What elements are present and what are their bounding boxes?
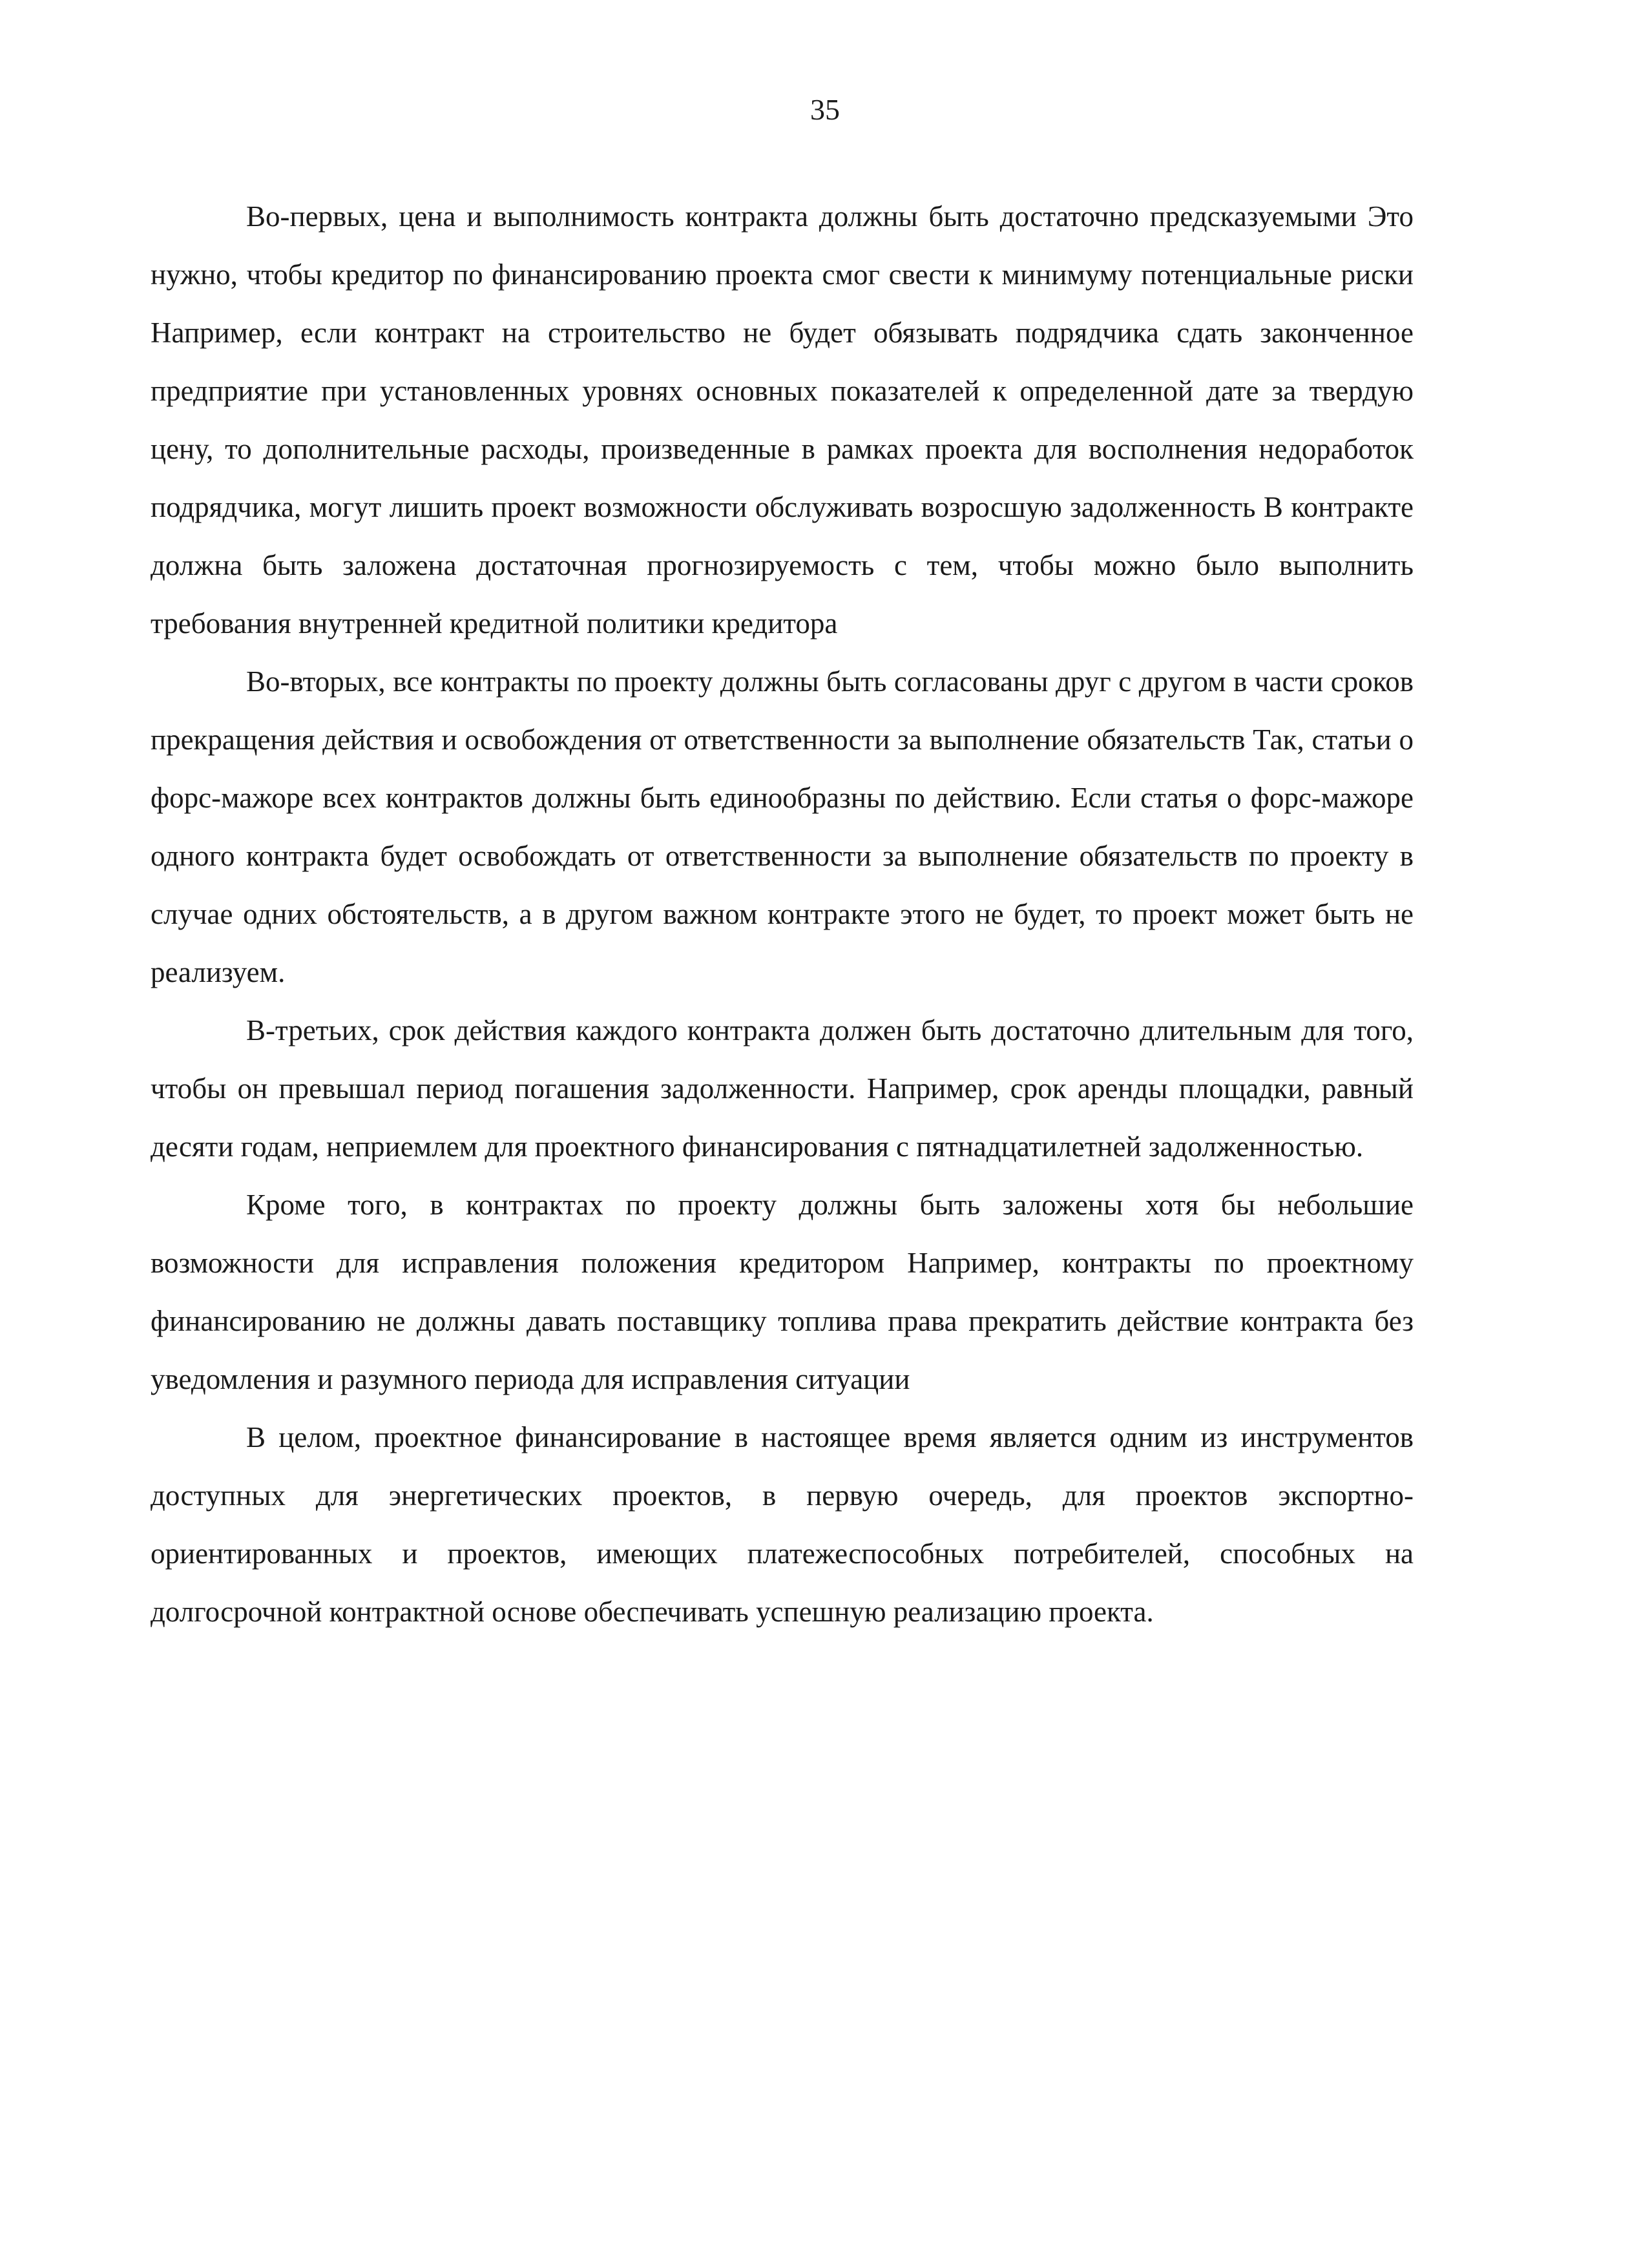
- paragraph-third-point: В-третьих, срок действия каждого контракта должен быть достаточно длительным для того, чтобы он превышал период погашения задолженности. Например, срок аренды площадки, равный десяти годам, неприемлем для проектного финансирования с пятнадцатилетней задолженностью.: [151, 1014, 1414, 1163]
- paragraph-second-point: Во-вторых, все контракты по проекту должны быть согласованы друг с другом в части сроков прекращения действия и освобождения от ответственности за выполнение обязательств Так, статьи о форс-мажоре всех контрактов должны быть единообразны по действию. Если статья о форс-мажоре одного контракта будет освобождать от ответственности за выполнение обязательств по проекту в случае одних обстоятельств, а в другом важном контракте этого не будет, то проект может быть не реализуем.: [151, 665, 1414, 988]
- document-body: [151, 187, 1414, 1641]
- page-number: 35: [810, 93, 840, 126]
- paragraph-additional-point: Кроме того, в контрактах по проекту должны быть заложены хотя бы небольшие возможности для исправления положения кредитором Например, контракты по проектному финансированию не должны давать поставщику топлива права прекратить действие контракта без уведомления и разумного периода для исправления ситуации: [151, 1189, 1414, 1395]
- paragraph-conclusion: В целом, проектное финансирование в настоящее время является одним из инструментов доступных для энергетических проектов, в первую очередь, для проектов экспортно-ориентированных и проектов, имеющих платежеспособных потребителей, способных на долгосрочной контрактной основе обеспечивать успешную реализацию проекта.: [151, 1421, 1414, 1628]
- paragraph-first-point: Во-первых, цена и выполнимость контракта должны быть достаточно предсказуемыми Это нужно, чтобы кредитор по финансированию проекта смог свести к минимуму потенциальные риски Например, если контракт на строительство не будет обязывать подрядчика сдать законченное предприятие при установленных уровнях основных показателей к определенной дате за твердую цену, то дополнительные расходы, произведенные в рамках проекта для восполнения недоработок подрядчика, могут лишить проект возможности обслуживать возросшую задолженность В контракте должна быть заложена достаточная прогнозируемость с тем, чтобы можно было выполнить требования внутренней кредитной политики кредитора: [151, 200, 1414, 640]
